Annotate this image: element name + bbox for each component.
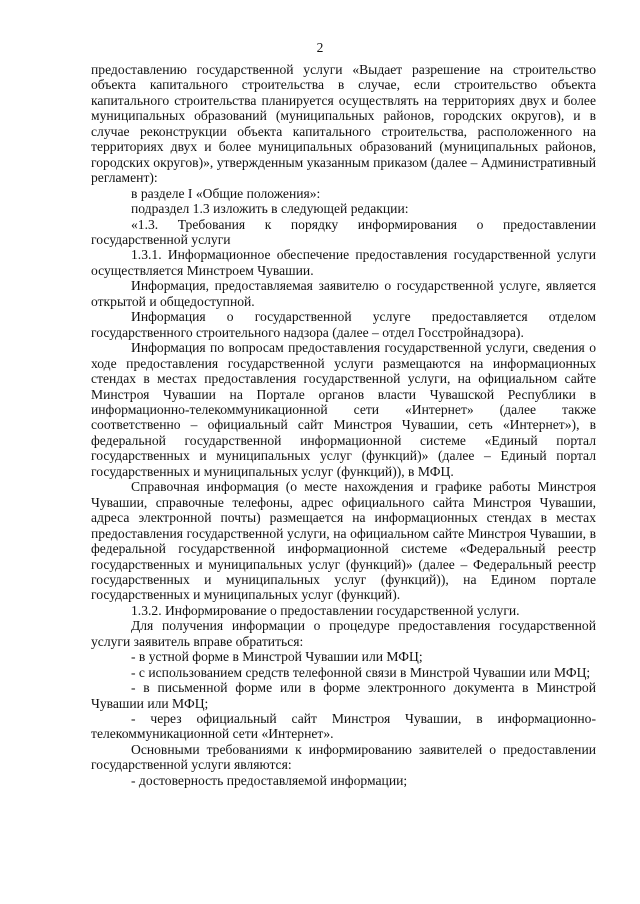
paragraph-info-open: Информация, предоставляемая заявителю о государственной услуге, является открытой и общедоступной. <box>91 278 596 309</box>
paragraph-regulation-title-continuation: предоставлению государственной услуги «Выдает разрешение на строительство объекта капитального строительства в случае, если строительство объекта капитального строительства планируется осуществлять на территориях двух и более муниципальных образований (муниципальных районов, городских округов), и в случае реконструкции объекта капитального строительства, расположенного на территориях двух и более муниципальных образований (муниципальных районов, городских округов)», утвержденным указанным приказом (далее – Административный регламент): <box>91 62 596 186</box>
list-item-phone: - с использованием средств телефонной связи в Минстрой Чувашии или МФЦ; <box>131 664 591 680</box>
list-item-oral: - в устной форме в Минстрой Чувашии или МФЦ; <box>131 649 423 665</box>
list-item-written: - в письменной форме или в форме электронного документа в Минстрой Чувашии или МФЦ; <box>91 680 596 711</box>
paragraph-subsection-1-3-intro: подраздел 1.3 изложить в следующей редакции: <box>131 201 409 217</box>
paragraph-requirements: Основными требованиями к информированию заявителей о предоставлении государственной услуги являются: <box>91 741 596 773</box>
paragraph-info-department: Информация о государственной услуге предоставляется отделом государственного строительного надзора (далее – отдел Госстройнадзора). <box>91 309 596 340</box>
paragraph-1-3-2: 1.3.2. Информирование о предоставлении государственной услуги. <box>131 602 520 618</box>
paragraph-reference-info: Справочная информация (о месте нахождения и графике работы Минстроя Чувашии, справочные телефоны, адрес официального сайта Минстроя Чувашии, адреса электронной почты) размещается на информационных стендах в местах предоставления государственной услуги, на официальном сайте Минстроя Чувашии, в федеральной государственной информационной системе «Федеральный реестр государственных и муниципальных услуг (функций)» (далее – Федеральный реестр государственных и муниципальных услуг (функций)), на Едином портале государственных и муниципальных услуг (функций). <box>91 479 596 603</box>
paragraph-info-placement: Информация по вопросам предоставления государственной услуги, сведения о ходе предоставления государственной услуги размещаются на информационных стендах в местах предоставления государственной услуги, на официальном сайте Минстроя Чувашии на Портале органов власти Чувашской Республики в информационно-телекоммуникационной сети «Интернет» (далее также соответственно – официальный сайт Минстроя Чувашии, сеть «Интернет»), в федеральной государственной информационной системе «Единый портал государственных и муниципальных услуг (функций)» (далее – Единый портал государственных и муниципальных услуг (функций)), в МФЦ. <box>91 340 596 479</box>
paragraph-1-3-1: 1.3.1. Информационное обеспечение предоставления государственной услуги осуществляется Минстроем Чувашии. <box>91 247 596 278</box>
paragraph-how-to-apply: Для получения информации о процедуре предоставления государственной услуги заявитель вправе обратиться: <box>91 618 596 649</box>
paragraph-1-3-heading: «1.3. Требования к порядку информирования о предоставлении государственной услуги <box>91 216 596 247</box>
page-number: 2 <box>316 40 324 55</box>
paragraph-section-1: в разделе I «Общие положения»: <box>131 185 321 201</box>
list-item-website: - через официальный сайт Минстроя Чувашии, в информационно-телекоммуникационной сети «Интернет». <box>91 711 596 742</box>
document-body <box>91 62 596 788</box>
list-item-reliability: - достоверность предоставляемой информации; <box>131 772 408 788</box>
